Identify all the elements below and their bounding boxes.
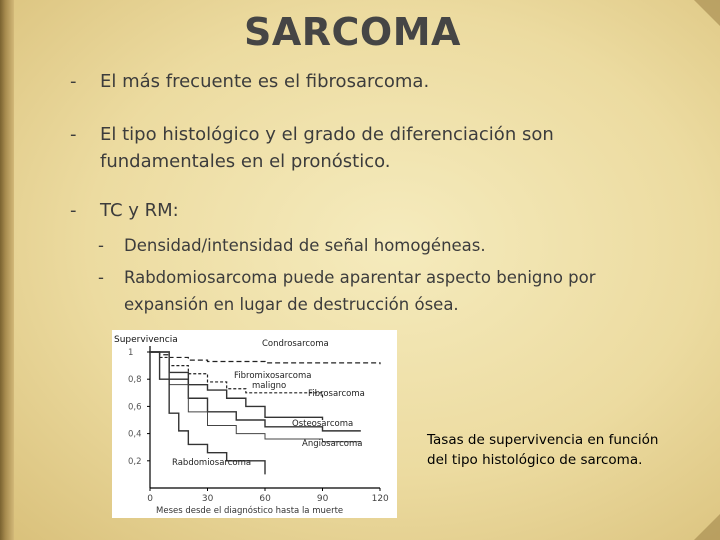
series-label: Fibrosarcoma [308, 389, 365, 399]
sub-bullet-1-text: Densidad/intensidad de señal homogéneas. [124, 236, 486, 255]
page-corner-bottom-right [694, 514, 720, 540]
series-label: maligno [252, 381, 287, 391]
sub-bullet-dash: - [98, 268, 104, 287]
sub-bullet-dash: - [98, 236, 104, 255]
survival-chart [112, 330, 397, 518]
y-tick-label: 1 [128, 348, 134, 358]
y-tick-label: 0,6 [128, 402, 142, 413]
y-tick-label: 0,4 [128, 429, 142, 440]
bullet-dash: - [70, 71, 77, 92]
y-axis-label: Supervivencia [114, 335, 178, 345]
y-tick-label: 0,2 [128, 456, 142, 467]
bullet-1-text: El más frecuente es el fibrosarcoma. [100, 71, 430, 92]
y-tick-label: 0,8 [128, 375, 142, 386]
series-label: Osteosarcoma [292, 419, 354, 429]
sub-bullet-2-text: Rabdomiosarcoma puede aparentar aspecto benigno por expansión en lugar de destrucción ósea. [124, 268, 596, 314]
series-line-fibrosarcoma [150, 352, 323, 420]
series-label: Angiosarcoma [302, 439, 363, 449]
chart-caption: Tasas de supervivencia en función del tipo histológico de sarcoma. [427, 432, 659, 468]
bullet-3-text: TC y RM: [100, 200, 179, 221]
bullet-3 [70, 197, 680, 224]
sub-bullet-1 [98, 232, 684, 259]
page-corner-top-right [694, 0, 720, 26]
sub-bullet-2 [98, 264, 684, 318]
series-label: Fibromixosarcoma [234, 371, 312, 381]
slide-title: SARCOMA [244, 10, 461, 54]
x-tick-label: 90 [316, 494, 329, 504]
bullet-dash: - [70, 124, 77, 145]
x-tick-label: 60 [259, 494, 271, 504]
bullet-2-text: El tipo histológico y el grado de diferenciación son fundamentales en el pronóstico. [100, 124, 554, 172]
series-label: Condrosarcoma [262, 339, 329, 349]
bullet-1 [70, 68, 680, 95]
series-label: Rabdomiosarcoma [172, 458, 252, 468]
x-axis-label: Meses desde el diagnóstico hasta la muerte [156, 506, 344, 516]
x-tick-label: 30 [201, 494, 214, 504]
book-spine [0, 0, 14, 540]
x-tick-label: 120 [371, 494, 389, 504]
bullet-dash: - [70, 200, 77, 221]
survival-chart-figure [112, 330, 397, 518]
x-tick-label: 0 [147, 494, 153, 504]
series-line-condrosarcoma [150, 352, 380, 364]
bullet-2 [70, 121, 680, 175]
